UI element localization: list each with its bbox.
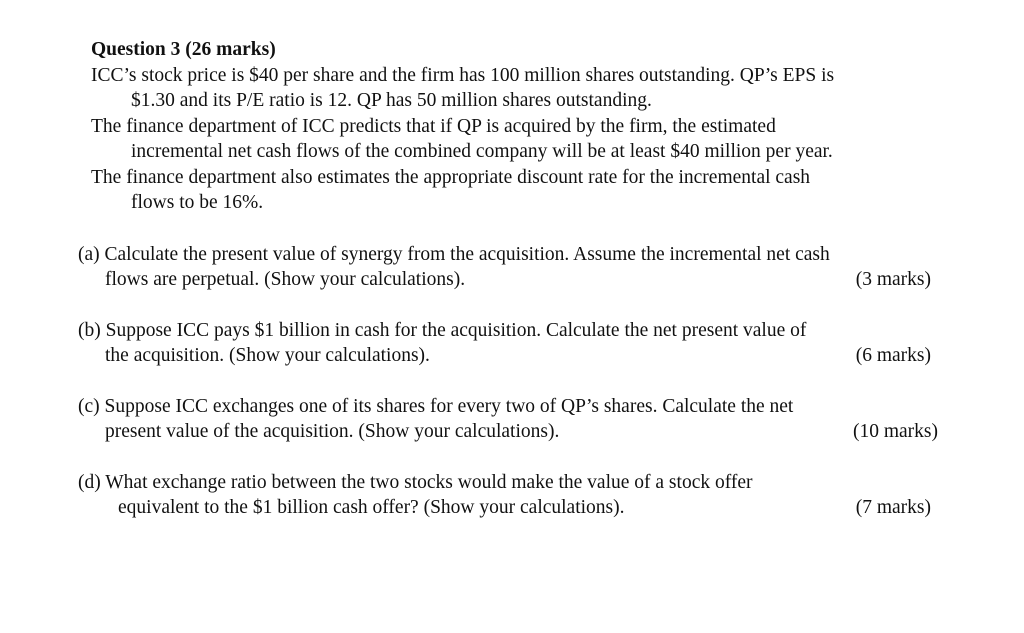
intro-3-line-1: The finance department also estimates the appropriate discount rate for the incremental cash [91, 166, 811, 188]
part-b-marks: (6 marks) [855, 345, 931, 366]
question-title: Question 3 (26 marks) [91, 39, 276, 60]
part-a-line-1: (a) Calculate the present value of synergy from the acquisition. Assume the incremental net cash [78, 243, 830, 265]
part-b [78, 318, 931, 369]
intro-paragraph-1 [91, 63, 931, 114]
intro-1-line-1: ICC’s stock price is $40 per share and the firm has 100 million shares outstanding. QP’s EPS is [91, 64, 835, 86]
part-c [78, 394, 938, 445]
question-intro [91, 63, 931, 216]
part-c-marks: (10 marks) [852, 421, 938, 442]
part-b-line-2: the acquisition. (Show your calculations). [105, 345, 430, 366]
part-a [78, 242, 931, 293]
part-c-line-2: present value of the acquisition. (Show your calculations). [105, 421, 560, 442]
part-b-line-1: (b) Suppose ICC pays $1 billion in cash for the acquisition. Calculate the net present value of [78, 319, 807, 341]
part-d-line-1: (d) What exchange ratio between the two stocks would make the value of a stock offer [78, 471, 753, 493]
part-d-marks: (7 marks) [855, 497, 931, 518]
intro-1-line-2: $1.30 and its P/E ratio is 12. QP has 50 million shares outstanding. [131, 90, 652, 111]
part-a-marks: (3 marks) [855, 269, 931, 290]
question-document [78, 37, 938, 521]
part-d-line-2: equivalent to the $1 billion cash offer? (Show your calculations). [118, 497, 625, 518]
intro-paragraph-2 [91, 114, 931, 165]
intro-3-line-2: flows to be 16%. [131, 192, 264, 213]
part-d [78, 470, 931, 521]
part-c-line-1: (c) Suppose ICC exchanges one of its shares for every two of QP’s shares. Calculate the net [78, 395, 794, 417]
intro-2-line-1: The finance department of ICC predicts that if QP is acquired by the firm, the estimated [91, 115, 776, 137]
intro-2-line-2: incremental net cash flows of the combined company will be at least $40 million per year. [131, 141, 833, 162]
part-a-line-2: flows are perpetual. (Show your calculations). [105, 269, 466, 290]
intro-paragraph-3 [91, 165, 931, 216]
